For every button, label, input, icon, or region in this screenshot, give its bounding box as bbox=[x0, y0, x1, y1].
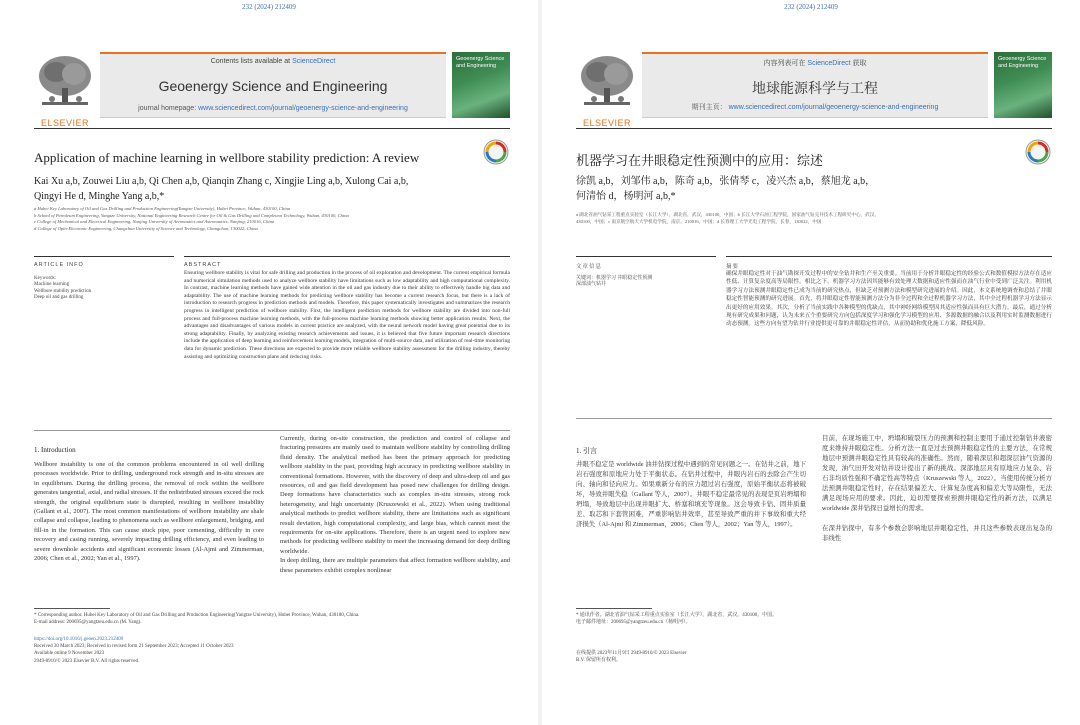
header-rule bbox=[34, 128, 510, 129]
affiliation-d: d College of Opto-Electronic Engineering, Changchun University of Science and Technology, Changchun, 130022, China bbox=[34, 225, 258, 231]
homepage-line bbox=[100, 105, 446, 112]
copyright: B.V. 保留所有权利。 bbox=[576, 658, 622, 664]
chinese-page bbox=[542, 0, 1080, 725]
keywords-label: Keywords: bbox=[34, 276, 56, 281]
sciencedirect-link[interactable]: ScienceDirect bbox=[292, 58, 336, 65]
article-info-heading: 文章信息 bbox=[576, 264, 603, 270]
publisher-name: ELSEVIER bbox=[40, 118, 90, 128]
journal-header bbox=[576, 52, 1052, 128]
contents-prefix: Contents lists available at bbox=[210, 58, 291, 65]
abstract-text: 确保井眼稳定性对于油气勘探开发过程中的安全钻井和生产至关重要。当前用于分析井眼稳定性的经验公式和数值模拟方法存在适应性低、计算复杂度高等局限性。相比之下，机器学习方法因其能够有效处理大数据和适应性强而在油气行业中受到广泛关注。利用机器学习方法预测井眼稳定性已成为当前的研究热点，但缺乏对预测方法和模型研究进展的介绍。因此，本文系统地调查和总结了井眼稳定性智能预测的研究进展。首先，将井眼稳定性智能预测方法分为非全过程和全过程机器学习方法，其中全过程机器学习方法显示出更好的应用效果。其次，分析了当前实践中各种模型的优缺点，其中神经网络模型因其适应性强而具有巨大潜力。最后，通过分析现有研究成果和问题，认为未来五个重要研究方向包括深度学习和强化学习模型的应用、多源数据的融合以及利用实时监测数据进行动态预测。这些方向有望为钻井行业提供更可靠的井眼稳定性评估，从而协助和优化施工方案，降低风险。 bbox=[726, 271, 1052, 328]
authors-line-2: 何清怡 d，杨明河 a,b,* bbox=[576, 191, 676, 202]
authors-line-1: Kai Xu a,b, Zouwei Liu a,b, Qi Chen a,b, Qianqin Zhang c, Xingjie Ling a,b, Xulong Cai a,b, bbox=[34, 176, 409, 187]
elsevier-tree-logo bbox=[34, 52, 96, 118]
keywords-list bbox=[576, 276, 686, 289]
english-page bbox=[0, 0, 538, 725]
journal-title: Geoenergy Science and Engineering bbox=[158, 78, 388, 94]
intro-right-column: Currently, during on-site construction, the prediction and control of collapse and fracturing pressures are mainly used to maintain wellbore stability by controlling drilling fluid density. The analytical method has been the primary approach for predicting wellbore stability in the past, providing high accuracy in predicting wellbore stability in conventional formations. However, with the discovery of deep and ultra-deep oil and gas resources, oil and gas field development has posed new challenges for drilling design. Deep formations have characteristics such as complex in-situ stresses, strong rock heterogeneity, and high uncertainty (Kruszewski et al., 2022). When using traditional analytical methods to predict wellbore stability, there are limitations such as significant result deviation, high computational complexity, and large bias, which cannot meet the requirements for on-site applications. Therefore, there is an urgent need to explore new methods for predicting wellbore stability to meet the increasing demand for deep drilling worldwide. In deep drilling, there are multiple parameters that affect formation wellbore stability, and these parameters exhibit complex nonlinear bbox=[280, 435, 510, 574]
author-list bbox=[576, 174, 1006, 204]
footnote-rule bbox=[34, 608, 110, 609]
intro-right-column: 目前，在现场施工中，坍塌和破裂压力的预测和控制主要用于通过控制钻井液密度来维持井眼稳定性。分析方法一直是过去预测井眼稳定性的主要方法，在常规地层中预测井眼稳定性具有较高的准确性。然而，随着深层和超深层油气资源的发现，油气田开发对钻井设计提出了新的挑战。深部地层具有原地应力复杂、岩石非均质性强和不确定性高等特点（Kruszewski 等人，2022）。当使用传统分析方法预测井眼稳定性时，存在结果偏差大、计算复杂度高和偏差大等局限性，无法满足现场应用的要求。因此，迫切需要探索预测井眼稳定性的新方法，以满足 worldwide 深井钻探日益增长的需求。 在深井钻探中，有多个参数会影响地层井眼稳定性，并且这些参数表现出复杂的非线性 bbox=[822, 435, 1052, 542]
article-info-rule bbox=[576, 256, 716, 257]
affiliation-line: 430100，中国；c 南京航空航天大学机电学院，南京，210016，中国；d 长春理工大学光电工程学院，长春，130022，中国 bbox=[576, 218, 822, 224]
copyright: 2949-8910/© 2023 Elsevier B.V. All rights reserved. bbox=[34, 658, 140, 664]
introduction-heading: 1. Introduction bbox=[34, 446, 76, 454]
volume-line[interactable]: 232 (2024) 212409 bbox=[784, 3, 838, 11]
keyword-item: 深部油气钻井 bbox=[576, 282, 607, 288]
contents-prefix: 内容列表可在 bbox=[763, 60, 806, 67]
abstract-heading: ABSTRACT bbox=[184, 262, 222, 268]
journal-banner bbox=[642, 52, 988, 118]
article-title: Application of machine learning in wellbore stability prediction: A review bbox=[34, 150, 420, 165]
journal-header bbox=[34, 52, 510, 128]
keyword-item: Wellbore stability prediction bbox=[34, 288, 92, 294]
check-for-updates-icon[interactable] bbox=[1024, 138, 1052, 166]
authors-line-2: Qingyi He d, Minghe Yang a,b,* bbox=[34, 191, 165, 202]
article-info-heading: ARTICLE INFO bbox=[34, 262, 84, 268]
contents-suffix: 获取 bbox=[852, 60, 867, 67]
abstract-heading: 摘要 bbox=[726, 264, 740, 270]
abstract-end-rule bbox=[34, 430, 510, 431]
contents-line bbox=[100, 58, 446, 65]
footnotes bbox=[34, 612, 510, 626]
affiliation-c: c College of Mechanical and Electrical Engineering, Nanjing University of Aeronautics and Astronautics, Nanjing, 210016, China bbox=[34, 219, 275, 224]
footnote-rule bbox=[576, 608, 652, 609]
header-rule bbox=[576, 128, 1052, 129]
homepage-link[interactable]: www.sciencedirect.com/journal/geoenergy-science-and-engineering bbox=[198, 105, 408, 112]
affiliations bbox=[576, 212, 1046, 225]
available-online: 在线提供 2023年11月9日 2949-8910/© 2023 Elsevier bbox=[576, 651, 687, 656]
keywords-list bbox=[34, 276, 144, 302]
intro-left-column: Wellbore instability is one of the common problems encountered in oil well drilling processes worldwide. Prior to drilling, underground rock strength and in-situ stresses are in equilibrium. During the drilling process, the removal of rock within the wellbore generates tangential, axial, and radial stresses. If the redistributed stresses exceed the rock strength, the original equilibrium state is disrupted, resulting in wellbore instability (Gallant et al., 2007). The most common manifestations of wellbore instability are shale collapse and collapse, leading to phenomena such as wellbore enlargement, bridging, and fill-in in the formation. This can cause stuck pipe, poor cementing, difficulty in core recovery and casing running, severely impacting drilling efficiency, and even leading to severe downhole accidents and significant economic losses (Al-Ajmi and Zimmerman, 2006; Chen et al., 2002; Yan et al., 1997). bbox=[34, 461, 264, 563]
affiliation-line: a 湖北省油气钻采工程重点实验室（长江大学），湖北省，武汉，430100，中国；b 长江大学石油工程学院，国家油气钻完井技术工程研究中心，武汉， bbox=[576, 212, 879, 217]
abstract-end-rule bbox=[576, 418, 1052, 419]
check-for-updates-icon[interactable] bbox=[482, 138, 510, 166]
elsevier-tree-logo bbox=[576, 52, 638, 118]
volume-line[interactable]: 232 (2024) 212409 bbox=[242, 3, 296, 11]
keyword-item: Deep oil and gas drilling bbox=[34, 295, 84, 301]
homepage-prefix: 期刊主页： bbox=[691, 104, 727, 111]
journal-cover: Geoenergy Science and Engineering bbox=[452, 52, 510, 118]
abstract-rule bbox=[184, 256, 510, 257]
footnotes bbox=[576, 612, 1052, 626]
introduction-heading: 1. 引言 bbox=[576, 447, 597, 455]
author-list bbox=[34, 174, 464, 204]
intro-left-column: 井眼不稳定是 worldwide 油井钻探过程中遇到的常见问题之一。在钻井之前，地下岩石强度和原地应力处于平衡状态。在钻井过程中，井眼内岩石的去除会产生切向、轴向和径向应力。如果重新分布的应力超过岩石强度，原始平衡状态将被破坏，导致井眼失稳（Gallant 等人，2007）。井眼不稳定最常见的表现是页岩坍塌和坍塌，导致地层中出现井眼扩大、桥塞和填充等现象。这会导致卡钻、固井质量差、取芯和下套管困难，严重影响钻井效率，甚至导致严重的井下事故和重大经济损失（Al-Ajmi 和 Zimmerman，2006；Chen 等人，2002；Yan 等人，1997）。 bbox=[576, 461, 806, 528]
keywords-label: 关键词：机器学习 井眼稳定性预测 bbox=[576, 276, 653, 281]
homepage-prefix: journal homepage: bbox=[138, 105, 197, 112]
journal-banner bbox=[100, 52, 446, 118]
abstract-text: Ensuring wellbore stability is vital for safe drilling and production in the process of oil exploration and development. The current empirical formula and numerical simulation methods used to analyze wellbore stability have limitations such as low adaptability and high computational complexity. In contrast, machine learning methods have gained wide attention in the oil and gas industry due to their ability to effectively handle big data and adaptability. The use of machine learning methods for predicting wellbore stability has become a current research focus, but there is a lack of introduction to research progress in prediction methods and models. Therefore, this paper systematically investigates and summarizes the research progress in intelligent prediction of wellbore stability. First, the intelligent prediction methods for wellbore stability are divided into non-full process and full-process machine learning methods, with the full-process machine learning methods showing better application results. Next, the advantages and disadvantages of various models in current practice are analyzed, with the neural network model having great potential due to its strong adaptability. Finally, by analyzing existing research achievements and issues, it is believed that five future important research directions include the application of deep learning and reinforcement learning models, integration of multi-source data, and utilization of real-time monitoring data for dynamic prediction. These directions are expected to provide more reliable wellbore stability assessment for the drilling industry, thereby assisting and optimizing construction plans and reducing risks. bbox=[184, 270, 510, 360]
corresponding-author-note: * 通讯作者。湖北省油气钻采工程重点实验室（长江大学），湖北省，武汉，430100，中国。 bbox=[576, 613, 778, 618]
available-online: Available online 9 November 2023 bbox=[34, 651, 105, 657]
journal-cover: Geoenergy Science and Engineering bbox=[994, 52, 1052, 118]
received-dates: Received 30 March 2023; Received in revised form 21 September 2023; Accepted 11 October 2023 bbox=[34, 644, 234, 650]
homepage-link[interactable]: www.sciencedirect.com/journal/geoenergy-science-and-engineering bbox=[728, 104, 939, 111]
sciencedirect-link[interactable]: ScienceDirect bbox=[807, 60, 851, 67]
contents-line bbox=[642, 58, 988, 68]
email-note: E-mail address: 200695@yangtzeu.edu.cn (M. Yang). bbox=[34, 620, 142, 626]
keyword-item: Machine learning bbox=[34, 282, 70, 288]
affiliations bbox=[34, 206, 504, 232]
affiliation-b: b School of Petroleum Engineering, Yangtze University, National Engineering Research Centre for Oil & Gas Drilling and Completion Technology, Wuhan, 430100, China bbox=[34, 212, 349, 218]
corresponding-author-note: * Corresponding author. Hubei Key Laboratory of Oil and Gas Drilling and Production Engineering(Yangtze University), Hubei Province, Wuhan, 430100, China. bbox=[34, 613, 360, 618]
email-note: 电子邮件地址：200695@yangtzeu.edu.cn（杨明河）。 bbox=[576, 620, 691, 626]
authors-line-1: 徐凯 a,b，刘邹伟 a,b，陈奇 a,b，张倩琴 c，凌兴杰 a,b，蔡旭龙 a,b， bbox=[576, 176, 876, 187]
article-info-rule bbox=[34, 256, 174, 257]
article-history bbox=[34, 636, 510, 665]
doi-link[interactable]: https://doi.org/10.1016/j.geoen.2023.212409 bbox=[34, 637, 124, 642]
abstract-rule bbox=[726, 256, 1052, 257]
affiliation-a: a Hubei Key Laboratory of Oil and Gas Drilling and Production Engineering(Yangtze University), Hubei Province, Wuhan, 430100, China bbox=[34, 206, 291, 211]
publisher-name: ELSEVIER bbox=[582, 118, 632, 128]
journal-title: 地球能源科学与工程 bbox=[752, 80, 878, 96]
homepage-line bbox=[642, 102, 988, 112]
article-title: 机器学习在井眼稳定性预测中的应用：综述 bbox=[576, 153, 824, 168]
article-history bbox=[576, 650, 1052, 664]
